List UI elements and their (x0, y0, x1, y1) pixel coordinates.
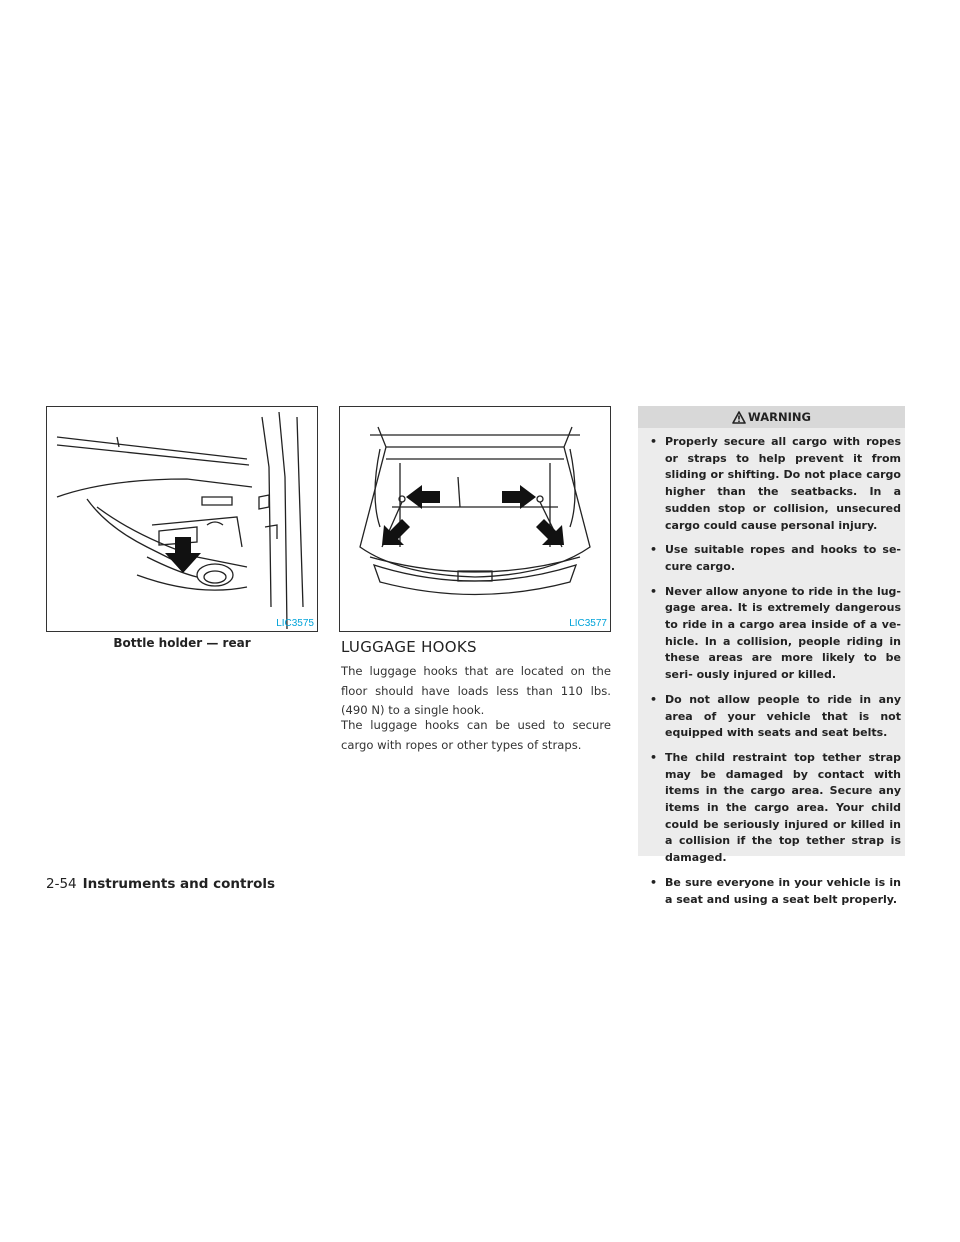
figure-bottle-holder (46, 406, 318, 632)
warning-item: • Do not allow people to ride in any area of your vehicle that is not equipped with seats and seat belts. (646, 692, 901, 742)
section-heading: LUGGAGE HOOKS (341, 638, 477, 656)
warning-item: • Be sure everyone in your vehicle is in a seat and using a seat belt properly. (646, 875, 901, 908)
warning-box (638, 406, 905, 906)
figure-code: LIC3575 (276, 618, 314, 629)
arrow-right-icon (502, 485, 536, 509)
figure-code: LIC3577 (569, 618, 607, 629)
body-paragraph: The luggage hooks that are located on the floor should have loads less than 110 lbs. (490 N) to a single hook. (341, 664, 611, 717)
warning-title: WARNING (748, 410, 811, 424)
arrow-down-left-icon (382, 519, 410, 545)
warning-item: • The child restraint top tether strap may be damaged by contact with items in the cargo area. Secure any items in the cargo area. Your child could be seriously injured or killed in a collision if the top tether strap is damaged. (646, 750, 901, 867)
warning-triangle-icon (732, 409, 746, 431)
warning-item: • Never allow anyone to ride in the lug- gage area. It is extremely dangerous to ride in a cargo area inside of a ve- hicle. In a collision, people riding in these areas are more likely to be seri- ously injured or killed. (646, 584, 901, 684)
figure-luggage-hooks (339, 406, 611, 632)
warning-list (638, 428, 905, 908)
warning-item: • Use suitable ropes and hooks to se- cure cargo. (646, 542, 901, 575)
page-number: 2-54 (46, 876, 77, 892)
arrow-left-icon (406, 485, 440, 509)
figure-caption: Bottle holder — rear (113, 636, 251, 650)
door-panel-illustration (47, 407, 316, 630)
page-footer (46, 876, 275, 892)
warning-header (638, 406, 905, 428)
cargo-area-illustration (340, 407, 609, 630)
body-paragraph: The luggage hooks can be used to secure cargo with ropes or other types of straps. (341, 718, 611, 752)
warning-item: • Properly secure all cargo with ropes or straps to help prevent it from sliding or shifting. Do not place cargo higher than the seatbacks. In a sudden stop or collision, unsecured cargo could cause personal injury. (646, 434, 901, 534)
chapter-title: Instruments and controls (82, 876, 276, 892)
